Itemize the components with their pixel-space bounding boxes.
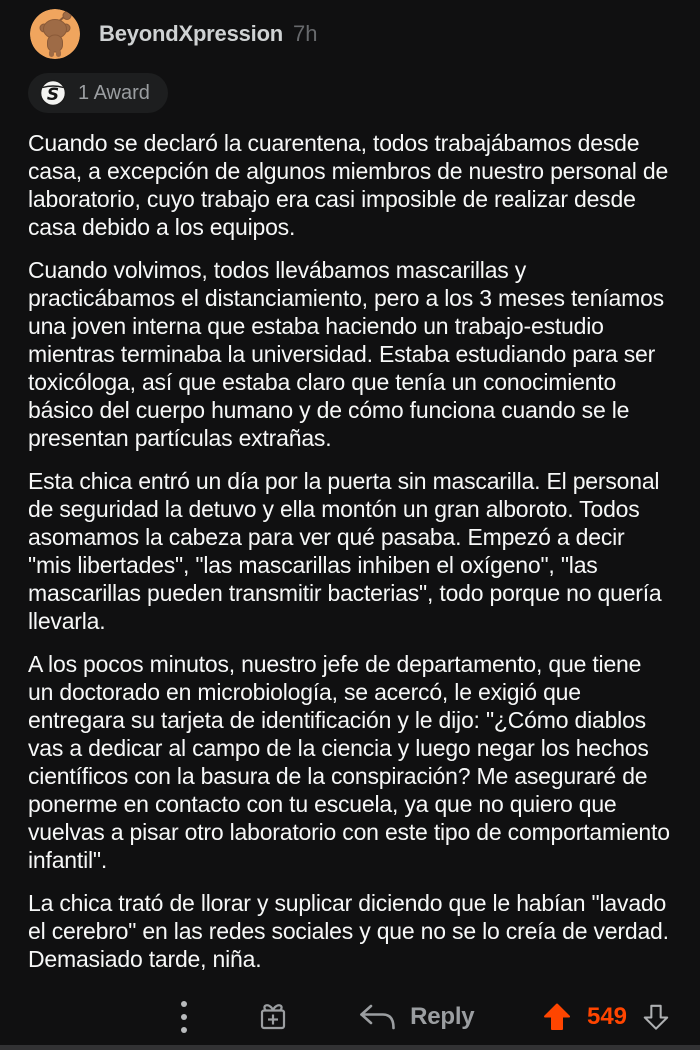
svg-text:S: S xyxy=(46,85,60,105)
silver-award-icon xyxy=(38,78,68,108)
downvote-button[interactable] xyxy=(642,1003,670,1031)
avatar[interactable] xyxy=(30,9,80,59)
reply-button[interactable] xyxy=(357,1003,474,1031)
username[interactable]: BeyondXpression xyxy=(99,21,284,46)
action-bar xyxy=(0,989,700,1045)
upvote-arrow-icon xyxy=(542,1002,572,1032)
post-paragraph: Cuando volvimos, todos llevábamos mascarillas y practicábamos el distanciamiento, pero a los 3 meses teníamos una joven interna que estaba haciendo un trabajo-estudio mientras terminaba la universidad. Estaba estudiando para ser toxicóloga, así que estaba claro que tenía un conocimiento básico del cuerpo humano y de cómo funciona cuando se le presentan partículas extrañas. xyxy=(28,257,664,451)
give-award-button[interactable] xyxy=(256,1000,290,1034)
post-body xyxy=(0,113,700,973)
upvote-button[interactable] xyxy=(542,1002,572,1032)
snoo-avatar-icon xyxy=(30,9,80,59)
vote-controls xyxy=(542,1002,670,1032)
overflow-menu-button[interactable] xyxy=(180,1000,188,1034)
award-count-label: 1 Award xyxy=(78,81,150,104)
gift-plus-icon xyxy=(256,1000,290,1034)
award-row xyxy=(0,59,700,113)
post-paragraph: Esta chica entró un día por la puerta sin mascarilla. El personal de seguridad la detuvo y ella montón un gran alboroto. Todos asomamos la cabeza para ver qué pasaba. Empezó a decir "mis libertades", "las mascarillas inhiben el oxígeno", "las mascarillas pueden transmitir bacterias", todo porque no quería llevarla. xyxy=(28,468,662,634)
divider xyxy=(0,1045,700,1050)
downvote-arrow-icon xyxy=(642,1003,670,1031)
post-paragraph: La chica trató de llorar y suplicar diciendo que le habían "lavado el cerebro" en las redes sociales y que no se lo creía de verdad. Demasiado tarde, niña. xyxy=(28,890,669,972)
award-badge[interactable] xyxy=(28,73,168,113)
comment-header xyxy=(0,0,700,59)
kebab-menu-icon xyxy=(180,1000,188,1034)
timestamp: 7h xyxy=(293,21,318,46)
post-paragraph: A los pocos minutos, nuestro jefe de departamento, que tiene un doctorado en microbiología, se acercó, le exigió que entregara su tarjeta de identificación y le dijo: "¿Cómo diablos vas a dedicar al campo de la ciencia y luego negar los hechos científicos con la basura de la conspiración? Me aseguraré de ponerme en contacto con tu escuela, ya que no quiero que vuelvas a pisar otro laboratorio con este tipo de comportamiento infantil". xyxy=(28,651,670,873)
reply-arrow-icon xyxy=(357,1003,397,1031)
vote-count: 549 xyxy=(586,1003,628,1030)
post-paragraph: Cuando se declaró la cuarentena, todos trabajábamos desde casa, a excepción de algunos miembros de nuestro personal de laboratorio, cuyo trabajo era casi imposible de realizar desde casa debido a los equipos. xyxy=(28,130,669,240)
reply-label: Reply xyxy=(410,1003,475,1030)
